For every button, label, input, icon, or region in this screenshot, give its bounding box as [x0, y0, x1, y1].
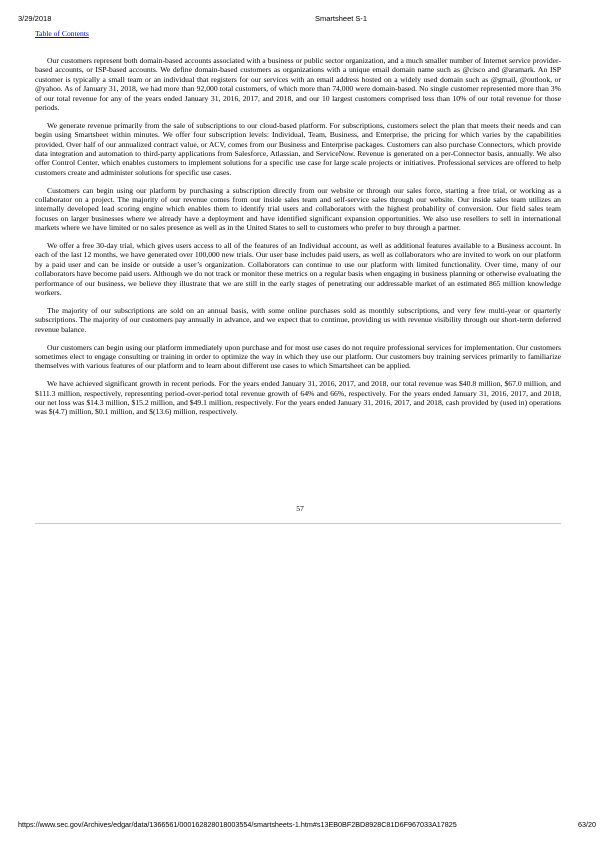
paragraph-customers: Our customers represent both domain-based accounts associated with a business or public sector organization, and a much smaller number of Internet service provider-based accounts, or ISP-based accounts. We define domain-based customers as organizations with a unique email domain name such as @cisco and @aramark. An ISP customer is typically a small team or an individual that registers for our services with an email address hosted on a widely used domain such as @gmail, @outlook, or @yahoo. As of January 31, 2018, we had more than 92,000 total customers, of which more than 74,000 were domain-based. No single customer represented more than 3% of our total revenue for any of the years ended January 31, 2016, 2017, and 2018, and our 10 largest customers comprised less than 10% of our total revenue for those periods.	[35, 56, 561, 113]
paragraph-growth: We have achieved significant growth in recent periods. For the years ended January 31, 2016, 2017, and 2018, our total revenue was $40.8 million, $67.0 million, and $111.3 million, respectively, representing period-over-period total revenue growth of 64% and 66%, respectively. For the years ended January 31, 2016, 2017, and 2018, our net loss was $14.3 million, $15.2 million, and $49.1 million, respectively. For the years ended January 31, 2016, 2017, and 2018, cash provided by (used in) operations was $(4.7) million, $0.1 million, and $(13.6) million, respectively.	[35, 379, 561, 417]
print-footer	[18, 820, 596, 832]
paragraph-free-trial: We offer a free 30-day trial, which gives users access to all of the features of an Individual account, as well as additional features available to a Business account. In each of the last 12 months, we have generated over 100,000 new trials. Our user base includes paid users, as well as collaborators who are invited to work on our platform by a paid user and can be inside or outside a user’s organization. Collaborators can continue to use our platform with limited functionality. Over time, many of our collaborators have become paid users. Although we do not track or monitor these metrics on a regular basis when engaging in business planning or otherwise evaluating the performance of our business, we believe they illustrate that we are still in the early stages of penetrating our addressable market of an estimated 865 million knowledge workers.	[35, 241, 561, 298]
paragraph-sales-channels: Customers can begin using our platform by purchasing a subscription directly from our website or through our sales force, starting a free trial, or working as a collaborator on a project. The majority of our revenue comes from our inside sales team and self-service sales through our website. Our inside sales team utilizes an internally developed lead scoring engine which enables them to identify trial users and collaborators with the highest probability of conversion. Our field sales team focuses on larger businesses where we already have a deployment and have identified significant expansion opportunities. We also use resellers to sell in international markets where we have limited or no sales presence as well as in the United States to sell to customers who prefer to buy through a partner.	[35, 185, 561, 233]
print-url: https://www.sec.gov/Archives/edgar/data/1366561/000162828018003554/smartsheets-1.htm#s13EB0BF2BD8928C81D6F967033A17825	[18, 820, 457, 829]
page-divider	[35, 523, 561, 524]
print-date: 3/29/2018	[18, 14, 52, 23]
print-document-title: Smartsheet S-1	[315, 14, 368, 23]
paragraph-subscription-terms: The majority of our subscriptions are sold on an annual basis, with some online purchases sold as monthly subscriptions, and very few multi-year or quarterly subscriptions. The majority of our customers pay annually in advance, and we expect that to continue, providing us with revenue visibility through our short-term deferred revenue balance.	[35, 305, 561, 334]
page-number: 57	[296, 504, 304, 513]
table-of-contents-link[interactable]: Table of Contents	[35, 29, 89, 38]
print-header	[18, 14, 594, 26]
paragraph-revenue-subscriptions: We generate revenue primarily from the sale of subscriptions to our cloud-based platform. For subscriptions, customers select the plan that meets their needs and can begin using Smartsheet within minutes. We offer four subscription levels: Individual, Team, Business, and Enterprise, the pricing for which varies by the capabilities provided. Over half of our annualized contract value, or ACV, comes from our Business and Enterprise packages. Customers can also purchase Connectors, which provide data integration and automation to third-party applications from Salesforce, Atlassian, and ServiceNow. Revenue is generated on a per-Connector basis, annually. We also offer Control Center, which enables customers to implement solutions for a specific use case for large scale projects or initiatives. Professional services are offered to help customers create and administer solutions for specific use cases.	[35, 120, 561, 177]
document-body	[35, 56, 561, 425]
print-page-count: 63/20	[578, 820, 596, 829]
paragraph-professional-services: Our customers can begin using our platform immediately upon purchase and for most use cases do not require professional services for implementation. Our customers sometimes elect to engage consulting or training in order to optimize the way in which they use our platform. Our customers buy training services primarily to familiarize themselves with various features of our platform and to learn about different use cases to which Smartsheet can be applied.	[35, 342, 561, 371]
